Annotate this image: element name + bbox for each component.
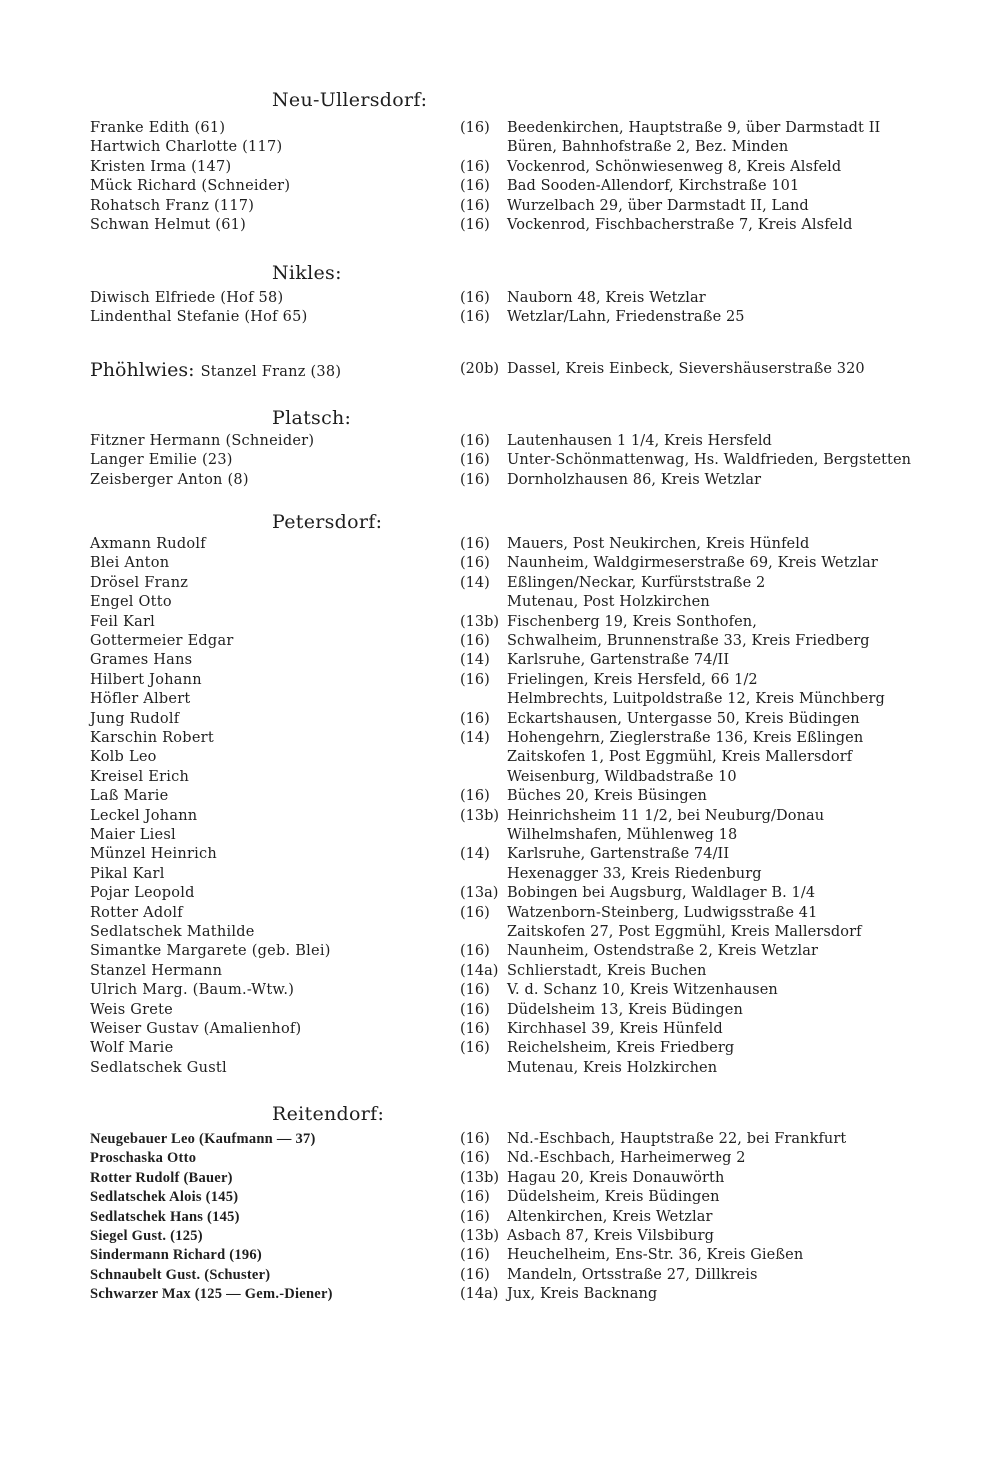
list-item — [0, 1039, 1000, 1058]
entry-name: Franke Edith (61) — [90, 120, 226, 136]
entry-name: Sindermann Richard (196) — [90, 1247, 262, 1264]
list-item — [0, 962, 1000, 981]
entry-name: Langer Emilie (23) — [90, 452, 233, 469]
entry-address: Helmbrechts, Luitpoldstraße 12, Kreis Münchberg — [507, 691, 885, 708]
entry-name: Maier Liesl — [90, 827, 176, 843]
entry-name: Diwisch Elfriede (Hof 58) — [90, 290, 284, 306]
entry-code: (14) — [460, 574, 490, 591]
entry-name: Schwarzer Max (125 — Gem.-Diener) — [90, 1286, 333, 1303]
entry-code: (16) — [460, 904, 490, 921]
entry-address: Naunheim, Waldgirmeserstraße 69, Kreis Wetzlar — [507, 555, 878, 572]
entry-name: Sedlatschek Hans (145) — [90, 1208, 240, 1225]
entry-code: (16) — [460, 943, 490, 960]
entry-name: Feil Karl — [90, 613, 156, 630]
entry-name: Rotter Adolf — [90, 904, 183, 921]
entry-address: Dassel, Kreis Einbeck, Sievershäuserstraße 320 — [507, 361, 865, 377]
list-item — [0, 432, 1000, 451]
entry-address: Büren, Bahnhofstraße 2, Bez. Minden — [507, 139, 789, 156]
entry-name: Wolf Marie — [90, 1040, 174, 1057]
list-item — [0, 1020, 1000, 1039]
entry-name: Pojar Leopold — [90, 885, 195, 902]
entry-name: Stanzel Franz (38) — [200, 364, 342, 380]
list-item — [0, 710, 1000, 729]
entry-name: Höfler Albert — [90, 691, 191, 708]
entry-address: Wilhelmshafen, Mühlenweg 18 — [507, 827, 738, 843]
list-item — [0, 632, 1000, 651]
entry-name: Kreisel Erich — [90, 768, 190, 785]
entry-address: Fischenberg 19, Kreis Sonthofen, — [507, 613, 757, 630]
list-item — [0, 1149, 1000, 1168]
entry-address: Mutenau, Kreis Holzkirchen — [507, 1059, 718, 1076]
list-item — [0, 904, 1000, 923]
entry-name: Rotter Rudolf (Bauer) — [90, 1169, 233, 1186]
entry-code: (13a) — [460, 885, 499, 902]
list-item — [0, 574, 1000, 593]
entry-code: (16) — [460, 217, 490, 233]
list-item — [0, 138, 1000, 157]
entry-code: (16) — [460, 433, 490, 449]
entry-address: Heuchelheim, Ens-Str. 36, Kreis Gießen — [507, 1247, 804, 1264]
list-item — [0, 942, 1000, 961]
list-item — [0, 535, 1000, 554]
entry-address: Büches 20, Kreis Büsingen — [507, 788, 707, 805]
list-item — [0, 845, 1000, 864]
entry-code: (16) — [460, 178, 490, 195]
entry-address: Jux, Kreis Backnang — [507, 1286, 658, 1303]
list-item — [0, 923, 1000, 942]
section-title: Nikles: — [272, 262, 342, 284]
entry-name: Weiser Gustav (Amalienhof) — [90, 1021, 302, 1037]
entry-name: Rohatsch Franz (117) — [90, 197, 255, 214]
list-item — [0, 651, 1000, 670]
entry-code: (16) — [460, 1001, 490, 1018]
entry-code: (16) — [460, 1040, 490, 1057]
entry-address: Eßlingen/Neckar, Kurfürststraße 2 — [507, 574, 766, 591]
entry-name: Gottermeier Edgar — [90, 633, 234, 649]
entry-code: (16) — [460, 710, 490, 727]
entry-address: Bad Sooden-Allendorf, Kirchstraße 101 — [507, 178, 800, 195]
list-item — [0, 360, 1000, 379]
list-item — [0, 787, 1000, 806]
entry-address: Weisenburg, Wildbadstraße 10 — [507, 768, 737, 785]
entry-name: Drösel Franz — [90, 574, 189, 591]
entry-code: (16) — [460, 1208, 490, 1225]
list-item — [0, 197, 1000, 216]
entry-name: Zeisberger Anton (8) — [90, 471, 249, 488]
entry-code: (16) — [460, 788, 490, 805]
list-item — [0, 554, 1000, 573]
entry-address: Wurzelbach 29, über Darmstadt II, Land — [507, 197, 809, 214]
list-item — [0, 289, 1000, 308]
entry-code: (16) — [460, 158, 490, 175]
entry-code: (16) — [460, 1131, 490, 1147]
entry-address: Nd.-Eschbach, Harheimerweg 2 — [507, 1150, 746, 1167]
entry-address: Reichelsheim, Kreis Friedberg — [507, 1040, 735, 1057]
entry-address: Dornholzhausen 86, Kreis Wetzlar — [507, 471, 762, 488]
entry-address: Schwalheim, Brunnenstraße 33, Kreis Friedberg — [507, 633, 870, 649]
entry-name: Jung Rudolf — [90, 710, 180, 727]
entry-code: (16) — [460, 290, 490, 306]
entry-address: Heinrichsheim 11 1/2, bei Neuburg/Donau — [507, 807, 825, 824]
entry-address: Frielingen, Kreis Hersfeld, 66 1/2 — [507, 671, 758, 688]
entry-code: (16) — [460, 452, 490, 469]
entry-address: Bobingen bei Augsburg, Waldlager B. 1/4 — [507, 885, 816, 902]
list-item — [0, 807, 1000, 826]
entry-name: Kolb Leo — [90, 749, 157, 766]
list-item — [0, 451, 1000, 470]
entry-address: Nd.-Eschbach, Hauptstraße 22, bei Frankfurt — [507, 1131, 847, 1147]
list-item — [0, 308, 1000, 327]
list-item — [0, 1285, 1000, 1304]
entry-name: Grames Hans — [90, 652, 193, 669]
entry-code: (16) — [460, 120, 490, 136]
list-item — [0, 119, 1000, 138]
entry-code: (16) — [460, 197, 490, 214]
list-item — [0, 1208, 1000, 1227]
list-item — [0, 748, 1000, 767]
list-item — [0, 471, 1000, 490]
entry-address: Schlierstadt, Kreis Buchen — [507, 962, 707, 979]
entry-address: Kirchhasel 39, Kreis Hünfeld — [507, 1021, 723, 1037]
entry-address: Vockenrod, Schönwiesenweg 8, Kreis Alsfeld — [507, 158, 842, 175]
list-item — [0, 1188, 1000, 1207]
entry-code: (16) — [460, 633, 490, 649]
entry-address: Lautenhausen 1 1/4, Kreis Hersfeld — [507, 433, 772, 449]
entry-code: (13b) — [460, 807, 500, 824]
list-item — [0, 768, 1000, 787]
list-item — [0, 1246, 1000, 1265]
entry-name: Blei Anton — [90, 555, 170, 572]
list-item — [0, 671, 1000, 690]
entry-name: Laß Marie — [90, 788, 169, 805]
entry-code: (14) — [460, 730, 490, 746]
list-item — [0, 1059, 1000, 1078]
section-title: Platsch: — [272, 407, 352, 429]
entry-address: Karlsruhe, Gartenstraße 74/II — [507, 846, 730, 863]
entry-name: Kristen Irma (147) — [90, 158, 232, 175]
entry-code: (16) — [460, 1150, 490, 1167]
entry-name: Hilbert Johann — [90, 671, 202, 688]
entry-name: Leckel Johann — [90, 807, 198, 824]
entry-name: Siegel Gust. (125) — [90, 1228, 203, 1244]
entry-address: Mandeln, Ortsstraße 27, Dillkreis — [507, 1266, 758, 1283]
list-item — [0, 177, 1000, 196]
entry-address: Zaitskofen 1, Post Eggmühl, Kreis Mallersdorf — [507, 749, 853, 766]
list-item — [0, 158, 1000, 177]
entry-code: (16) — [460, 1021, 490, 1037]
entry-name: Mück Richard (Schneider) — [90, 178, 291, 195]
section-title: Phöhlwies: — [90, 359, 195, 381]
entry-address: Beedenkirchen, Hauptstraße 9, über Darmstadt II — [507, 120, 881, 136]
section-title: Reitendorf: — [272, 1103, 385, 1125]
entry-address: Mutenau, Post Holzkirchen — [507, 594, 710, 611]
entry-name: Axmann Rudolf — [90, 536, 206, 552]
entry-address: Eckartshausen, Untergasse 50, Kreis Büdingen — [507, 710, 860, 727]
entry-name: Münzel Heinrich — [90, 846, 217, 863]
entry-name: Sedlatschek Alois (145) — [90, 1189, 239, 1206]
entry-code: (14a) — [460, 962, 499, 979]
entry-name: Simantke Margarete (geb. Blei) — [90, 943, 331, 960]
list-item — [0, 884, 1000, 903]
entry-name: Schwan Helmut (61) — [90, 217, 247, 233]
list-item — [0, 1169, 1000, 1188]
entry-address: Wetzlar/Lahn, Friedenstraße 25 — [507, 309, 745, 326]
list-item — [0, 613, 1000, 632]
entry-name: Sedlatschek Mathilde — [90, 924, 255, 940]
entry-name: Neugebauer Leo (Kaufmann — 37) — [90, 1131, 316, 1147]
list-item — [0, 1130, 1000, 1149]
entry-address: Vockenrod, Fischbacherstraße 7, Kreis Alsfeld — [507, 217, 853, 233]
entry-address: Hagau 20, Kreis Donauwörth — [507, 1169, 725, 1186]
entry-address: Watzenborn-Steinberg, Ludwigsstraße 41 — [507, 904, 818, 921]
entry-code: (14) — [460, 846, 490, 863]
list-item — [0, 729, 1000, 748]
entry-code: (16) — [460, 536, 490, 552]
entry-address: Altenkirchen, Kreis Wetzlar — [507, 1208, 713, 1225]
entry-name: Stanzel Hermann — [90, 962, 223, 979]
list-item — [0, 865, 1000, 884]
entry-name: Lindenthal Stefanie (Hof 65) — [90, 309, 308, 326]
entry-code: (16) — [460, 671, 490, 688]
entry-code: (16) — [460, 982, 490, 999]
entry-name: Schnaubelt Gust. (Schuster) — [90, 1266, 271, 1283]
entry-code: (14a) — [460, 1286, 499, 1303]
entry-address: Nauborn 48, Kreis Wetzlar — [507, 290, 706, 306]
entry-name: Hartwich Charlotte (117) — [90, 139, 283, 156]
section-title: Petersdorf: — [272, 511, 383, 533]
entry-code: (16) — [460, 1266, 490, 1283]
entry-name: Weis Grete — [90, 1001, 173, 1018]
entry-address: Naunheim, Ostendstraße 2, Kreis Wetzlar — [507, 943, 818, 960]
entry-code: (16) — [460, 555, 490, 572]
entry-name: Proschaska Otto — [90, 1150, 197, 1167]
entry-name: Sedlatschek Gustl — [90, 1059, 227, 1076]
entry-code: (16) — [460, 1247, 490, 1264]
entry-address: Karlsruhe, Gartenstraße 74/II — [507, 652, 730, 669]
entry-address: Düdelsheim, Kreis Büdingen — [507, 1189, 720, 1206]
entry-code: (14) — [460, 652, 490, 669]
list-item — [0, 826, 1000, 845]
entry-code: (16) — [460, 1189, 490, 1206]
entry-name: Engel Otto — [90, 594, 172, 611]
entry-name: Karschin Robert — [90, 730, 214, 746]
list-item — [0, 1227, 1000, 1246]
entry-address: Hohengehrn, Zieglerstraße 136, Kreis Eßlingen — [507, 730, 864, 746]
entry-name: Pikal Karl — [90, 865, 165, 882]
entry-code: (16) — [460, 309, 490, 326]
entry-address: Hexenagger 33, Kreis Riedenburg — [507, 865, 762, 882]
list-item — [0, 1001, 1000, 1020]
list-item — [0, 690, 1000, 709]
entry-code: (13b) — [460, 1169, 500, 1186]
entry-address: Mauers, Post Neukirchen, Kreis Hünfeld — [507, 536, 810, 552]
section-title: Neu-Ullersdorf: — [272, 89, 428, 111]
entry-name: Fitzner Hermann (Schneider) — [90, 433, 315, 449]
list-item — [0, 216, 1000, 235]
list-item — [0, 1266, 1000, 1285]
entry-code: (13b) — [460, 1228, 500, 1244]
entry-address: Zaitskofen 27, Post Eggmühl, Kreis Mallersdorf — [507, 924, 862, 940]
entry-name: Ulrich Marg. (Baum.-Wtw.) — [90, 982, 295, 999]
entry-address: V. d. Schanz 10, Kreis Witzenhausen — [507, 982, 778, 999]
entry-address: Unter-Schönmattenwag, Hs. Waldfrieden, Bergstetten — [507, 452, 912, 469]
entry-address: Düdelsheim 13, Kreis Büdingen — [507, 1001, 743, 1018]
entry-code: (20b) — [460, 361, 500, 377]
entry-code: (13b) — [460, 613, 500, 630]
list-item — [0, 981, 1000, 1000]
list-item — [0, 593, 1000, 612]
entry-code: (16) — [460, 471, 490, 488]
entry-address: Asbach 87, Kreis Vilsbiburg — [507, 1228, 714, 1244]
